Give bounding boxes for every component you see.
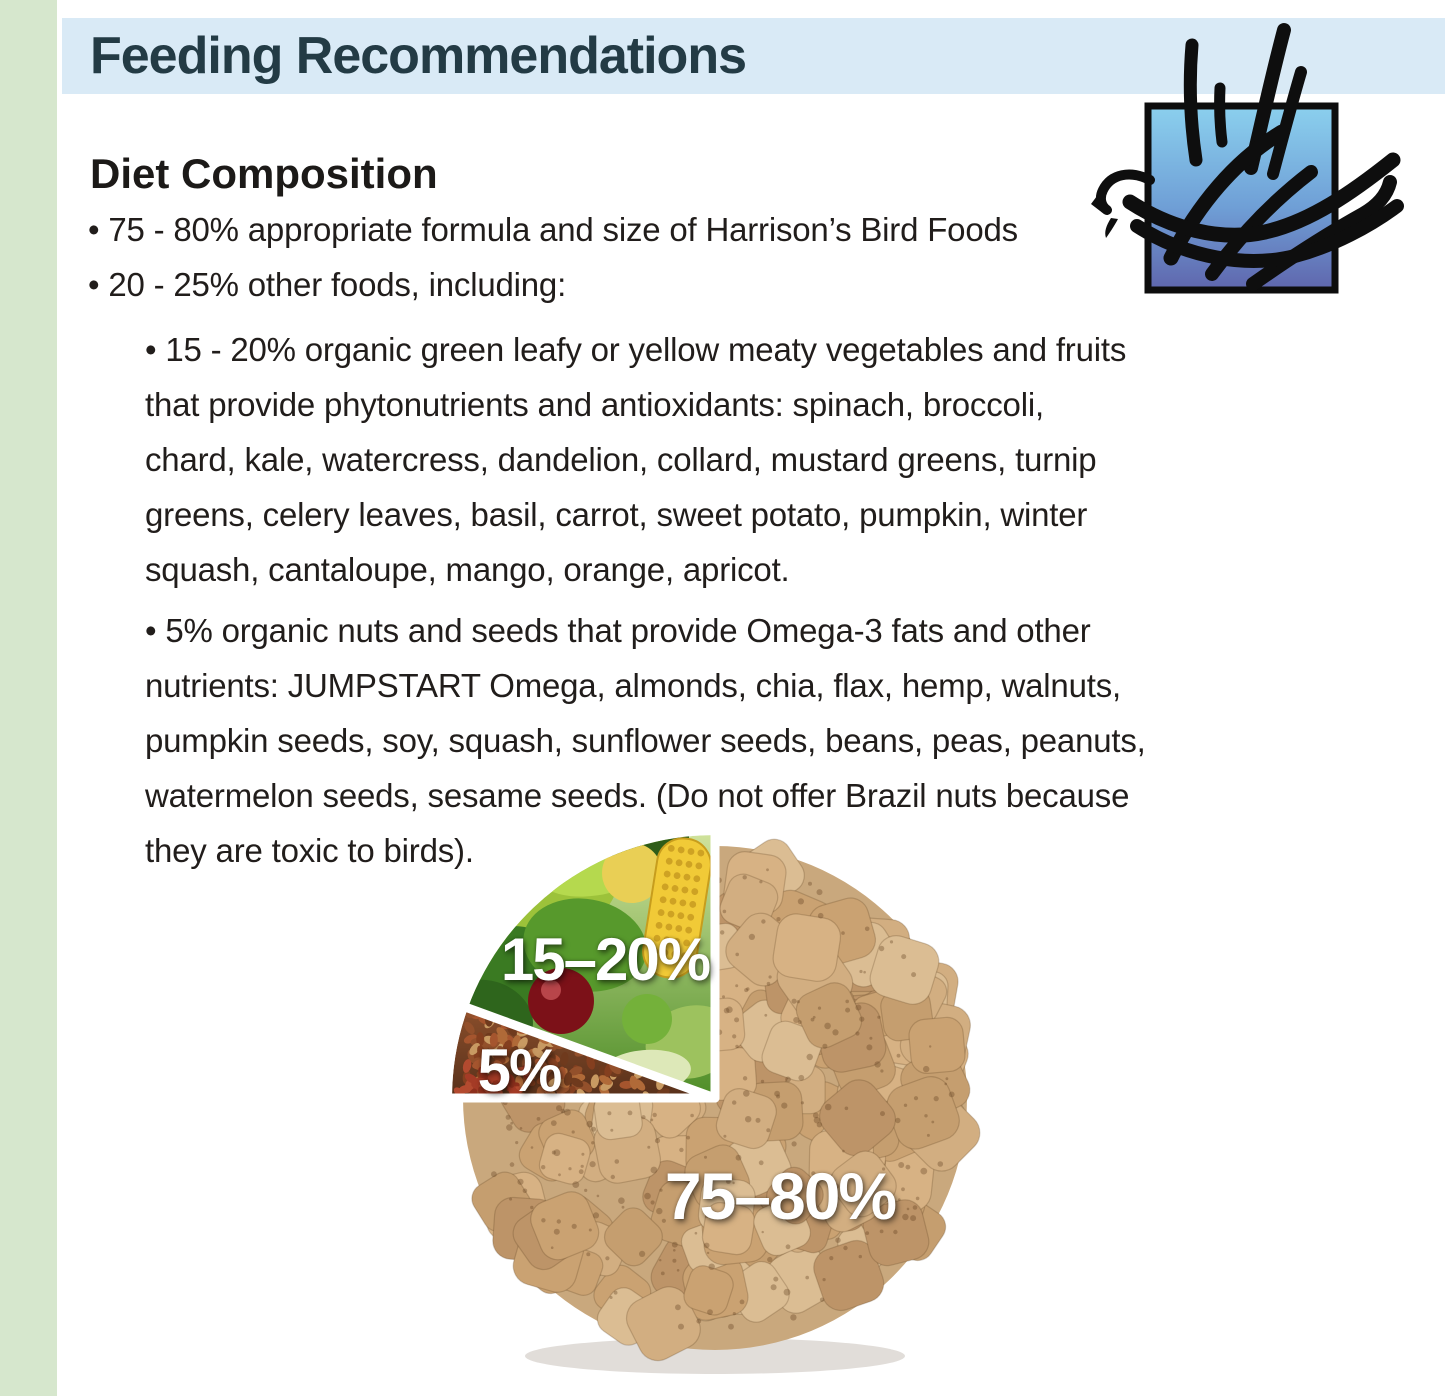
text-line: greens, celery leaves, basil, carrot, sweet potato, pumpkin, winter xyxy=(145,496,1088,533)
pie-label-vegetables: 15–20% xyxy=(500,926,710,993)
text-line: nutrients: JUMPSTART Omega, almonds, chia, flax, hemp, walnuts, xyxy=(145,667,1121,704)
text-line: watermelon seeds, sesame seeds. (Do not offer Brazil nuts because xyxy=(145,777,1130,814)
diet-pie-chart xyxy=(395,780,1035,1400)
sub-bullet-vegetables xyxy=(145,322,1238,597)
pie-label-pellets: 75–80% xyxy=(664,1159,896,1233)
main-bullets xyxy=(88,202,1238,312)
page-title: Feeding Recommendations xyxy=(90,27,746,85)
diet-composition-section xyxy=(88,148,1238,878)
text-line: • 15 - 20% organic green leafy or yellow meaty vegetables and fruits xyxy=(145,331,1127,368)
text-line: • 5% organic nuts and seeds that provide Omega-3 fats and other xyxy=(145,612,1091,649)
text-line: they are toxic to birds). xyxy=(145,832,474,869)
text-line: that provide phytonutrients and antioxidants: spinach, broccoli, xyxy=(145,386,1044,423)
pie-label-seeds: 5% xyxy=(477,1037,561,1104)
text-line: squash, cantaloupe, mango, orange, apricot. xyxy=(145,551,790,588)
text-line: chard, kale, watercress, dandelion, collard, mustard greens, turnip xyxy=(145,441,1097,478)
text-line: pumpkin seeds, soy, squash, sunflower seeds, beans, peas, peanuts, xyxy=(145,722,1146,759)
bullet-line: • 20 - 25% other foods, including: xyxy=(88,266,567,303)
bullet-line: • 75 - 80% appropriate formula and size of Harrison’s Bird Foods xyxy=(88,211,1018,248)
left-green-stripe xyxy=(0,0,57,1396)
section-heading: Diet Composition xyxy=(90,150,438,197)
